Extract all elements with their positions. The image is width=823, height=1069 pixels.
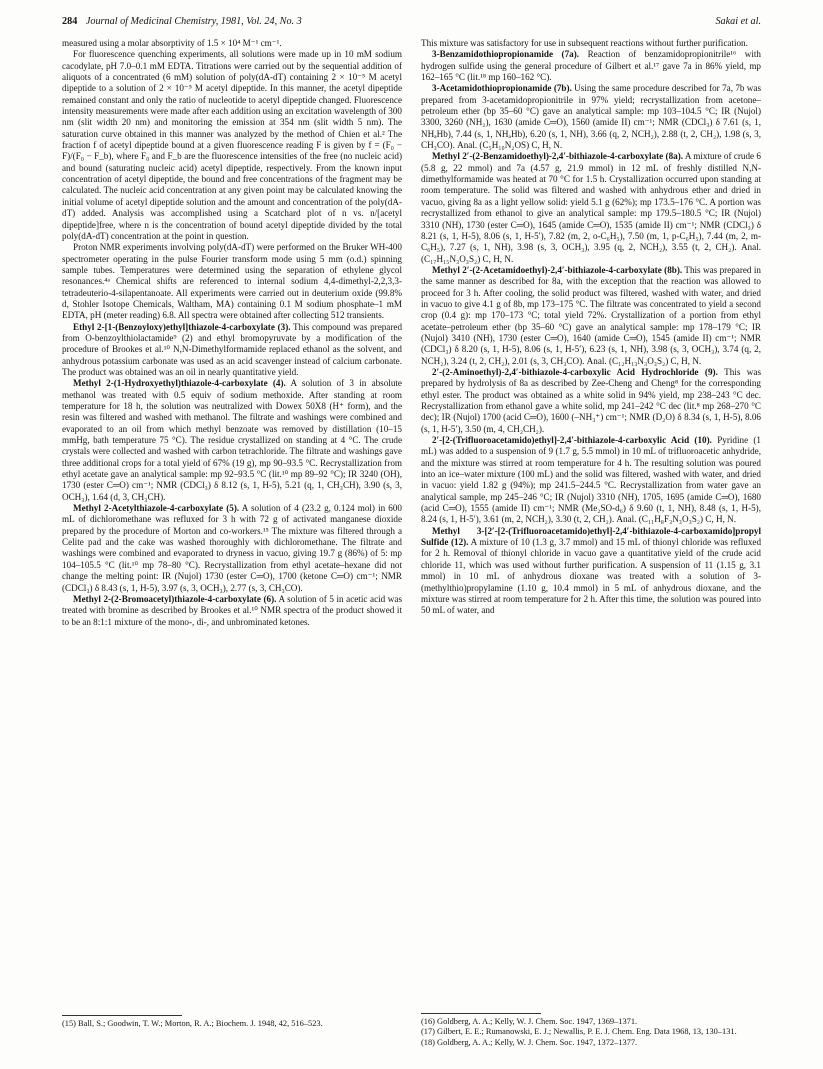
right-column: [421, 38, 761, 617]
paragraph-text: A mixture of crude 6 (5.8 g, 22 mmol) and 7a (4.57 g, 21.9 mmol) in 12 mL of freshly distilled N,N-dimethylformamide was heated at 70 °C for 1.5 h. Crystallization occurred upon standing at room temperature. The solid was filtered and washed with anhydrous ether and dried in vacuo, giving 8a as a light yellow solid: yield 5.1 g (62%); mp 173.5–176 °C. A portion was recrystallized from ethanol to give an analytical sample: mp 179.5–180.5 °C; IR (Nujol) 3310 (NH), 1730 (ester C═O), 1645 (amide C═O), 1535 (amide II) cm⁻¹; NMR (CDCl₃) δ 8.21 (s, 1, H-5), 8.06 (s, 1, H-5′), 7.82 (m, 2, o-C₆H₅), 7.50 (m, 1, p-C₆H₅), 7.44 (m, 2, m-C₆H₅), 7.27 (s, 1, NH), 3.98 (s, 3, OCH₃), 3.95 (q, 2, NCH₂), 3.55 (t, 2, CH₂). Anal. (C₁₇H₁₅N₃O₃S₂) C, H, N.: [421, 151, 761, 264]
paragraph-text: A solution of 3 in absolute methanol was treated with 0.5 equiv of sodium methoxide. After standing at room temperature for 18 h, the solution was neutralized with Dowex 50X8 (H⁺ form), and the resin was filtered and washed with methanol. The filtrate and washings were combined and evaporated to an oil from which methyl benzoate was removed by distillation (10–15 mmHg, bath temperature 75 °C). The residue crystallized on standing at 4 °C. The crude crystals were collected and washed with carbon tetrachloride. The filtrate and washings gave three additional crops for a total yield of 67% (19 g), mp 90–93.5 °C. Recrystallization from ethyl acetate gave an analytical sample: mp 92–93.5 °C (lit.¹⁰ mp 89–92 °C); IR 3240 (OH), 1730 (ester C═O) cm⁻¹; NMR (CDCl₃) δ 8.12 (s, 1, H-5), 5.21 (q, 1, CH₃CH), 3.90 (s, 3, OCH₃), 1.64 (d, 3, CH₃CH).: [62, 378, 402, 502]
footnote-rule-left: [62, 1015, 182, 1016]
section-heading: Methyl 3-[2′-[2-(Trifluoroacetamido)ethyl]-2,4′-bithiazole-4-carboxamido]propyl Sulfide (12).: [421, 525, 761, 548]
paragraph: [421, 265, 761, 367]
section-heading: Methyl 2′-(2-Benzamidoethyl)-2,4′-bithiazole-4-carboxylate (8a).: [432, 151, 684, 162]
footnotes-right: [421, 1017, 761, 1048]
paragraph: [62, 49, 402, 242]
paragraph-text: A solution of 4 (23.2 g, 0.124 mol) in 600 mL of dichloromethane was refluxed for 3 h with 72 g of activated manganese dioxide prepared by the procedure of Morton and co-workers.¹⁵ The mixture was filtered through a Celite pad and the cake was washed thoroughly with dichloromethane. The filtrate and washings were combined and evaporated to dryness in vacuo, giving 19.7 g (86%) of 5: mp 104–105.5 °C (lit.¹⁰ mp 78–80 °C). Recrystallization from ethyl acetate–hexane did not change the melting point: IR (Nujol) 1730 (ester C═O), 1700 (ketone C═O) cm⁻¹; NMR (CDCl₃) δ 8.43 (s, 1, H-5), 3.97 (s, 3, OCH₃), 2.77 (s, 3, CH₃CO).: [62, 503, 402, 593]
paragraph-text: Using the same procedure described for 7a, 7b was prepared from 3-acetamidopropionitrile in 97% yield; recrystallization from acetone–petroleum ether (bp 35–60 °C) gave an analytical sample: mp 103–104.5 °C; IR (Nujol) 3300, 3260 (NH₂), 1630 (amide C═O), 1560 (amide II) cm⁻¹; NMR (CDCl₃) δ 7.61 (s, 1, NHₐHb), 7.44 (s, 1, NHₐHb), 6.20 (s, 1, NH), 3.66 (q, 2, NCH₂), 2.88 (t, 2, CH₂), 1.98 (s, 3, CH₃CO). Anal. (C₅H₁₀N₂OS) C, H, N.: [421, 83, 761, 151]
left-column: [62, 38, 402, 628]
section-heading: Methyl 2′-(2-Acetamidoethyl)-2,4′-bithiazole-4-carboxylate (8b).: [432, 264, 683, 275]
reference-footnote: (15) Ball, S.; Goodwin, T. W.; Morton, R. A.; Biochem. J. 1948, 42, 516–523.: [62, 1019, 323, 1028]
running-head: [62, 16, 761, 32]
paragraph: [421, 435, 761, 526]
paragraph: [421, 151, 761, 264]
paragraph-text: For fluorescence quenching experiments, all solutions were made up in 10 mM sodium cacodylate, pH 7.0–0.1 mM EDTA. Titrations were carried out by the sequential addition of aliquots of a concentrated (6 mM) solution of poly(dA-dT) containing 2 × 10⁻⁵ M acetyl dipeptide to a solution of 2 × 10⁻⁵ M acetyl dipeptide. In this manner, the acetyl dipeptide remained constant and only the ratio of nucleotide to acetyl dipeptide changed. Fluorescence intensity measurements were made after each addition using an excitation wavelength of 300 nm (slit width 20 nm) and monitoring the emission at 354 nm (slit width 5 nm). The saturation curve obtained in this manner was analyzed by the method of Chien et al.² The fraction f of acetyl dipeptide bound at a given fluorescence reading F is given by f = (F₀ − F)/(F₀ − F_b), where F₀ and F_b are the fluorescence intensities of the free (no nucleic acid) and bound (saturating nucleic acid) acetyl dipeptide, respectively. From the known input concentration of acetyl dipeptide, the bound and free concentrations of the fragment may be calculated. The nucleic acid concentration at any given point may be calculated knowing the initial volume of acetyl dipeptide solution and the amount and concentration of the poly(dA-dT) added. Analysis was accomplished using a Scatchard plot of n vs. n/[acetyl dipeptide]free, where n is the concentration of bound acetyl dipeptide divided by the total poly(dA-dT) concentration at the point in question.: [62, 49, 402, 241]
paragraph-text: This compound was prepared from O-benzoylthiolactamide⁹ (2) and ethyl bromopyruvate by a modification of the procedure of Brookes et al.¹⁰ N,N-Dimethylformamide replaced ethanol as the solvent, and anhydrous potassium carbonate was used as an acid scavenger instead of calcium carbonate. The product was obtained was an oil in nearly quantitative yield.: [62, 321, 403, 377]
paragraph-text: This was prepared by hydrolysis of 8a as described by Zee-Cheng and Cheng⁸ for the corresponding ethyl ester. The product was obtained as a white solid in 94% yield, mp 238–243 °C dec. Recrystallization from ethanol gave a white solid, mp 241–242 °C dec (lit.⁸ mp 268–270 °C dec); IR (Nujol) 1700 (acid C═O), 1600 (–NH₃⁺) cm⁻¹; NMR (D₂O) δ 8.34 (s, 1, H-5), 8.06 (s, 1, H-5′), 3.50 (m, 4, CH₂CH₂).: [421, 366, 762, 434]
paragraph: [421, 367, 761, 435]
reference-footnote: (16) Goldberg, A. A.; Kelly, W. J. Chem. Soc. 1947, 1369–1371.: [421, 1017, 638, 1026]
footnotes-left: [62, 1019, 402, 1029]
section-heading: 3-Benzamidothiopropionamide (7a).: [432, 49, 580, 60]
section-heading: 2′-[2-(Trifluoroacetamido)ethyl]-2,4′-bithiazole-4-carboxylic Acid (10).: [432, 435, 712, 446]
paragraph: [62, 594, 402, 628]
footnote-rule-right: [421, 1013, 541, 1014]
reference-footnote: (18) Goldberg, A. A.; Kelly, W. J. Chem. Soc. 1947, 1372–1377.: [421, 1037, 638, 1047]
journal-citation: Journal of Medicinal Chemistry, 1981, Vol. 24, No. 3: [85, 16, 302, 27]
section-heading: Methyl 2-Acetylthiazole-4-carboxylate (5).: [73, 503, 240, 514]
paragraph: [62, 322, 402, 379]
paragraph: [62, 503, 402, 594]
paragraph-text: Reaction of benzamidopropionitrile¹⁶ with hydrogen sulfide using the general procedure of Gilbert et al.¹⁷ gave 7a in 86% yield, mp 162–165 °C (lit.¹⁸ mp 160–162 °C).: [421, 49, 761, 83]
paragraph-text: measured using a molar absorptivity of 1.5 × 10⁴ M⁻¹ cm⁻¹.: [62, 38, 282, 48]
paragraph: [421, 38, 761, 49]
paragraph: [421, 526, 761, 617]
section-heading: Ethyl 2-[1-(Benzoyloxy)ethyl]thiazole-4-carboxylate (3).: [73, 321, 291, 332]
paragraph-text: This was prepared in the same manner as described for 8a, with the exception that the reaction was allowed to proceed for 3 h. After cooling, the solid product was filtered, washed with water, and dried in vacuo to give 4.1 g of 8b, mp 173–175 °C. The filtrate was concentrated to yield a second crop (0.4 g): mp 170–173 °C; total yield 72%. Crystallization of a portion from ethyl acetate–petroleum ether (bp 35–60 °C) gave an analytical sample: mp 178–179 °C; IR (Nujol) 3410 (NH), 1730 (ester C═O), 1640 (amide C═O), 1545 (amide II) cm⁻¹; NMR (CDCl₃) δ 8.20 (s, 1, H-5), 8.06 (s, 1, H-5′), 6.23 (s, 1, NH), 3.98 (s, 3, OCH₃), 3.74 (q, 2, NCH₂), 3.24 (t, 2, CH₂), 2.01 (s, 3, CH₃CO). Anal. (C₁₂H₁₃N₃O₃S₂) C, H, N.: [421, 264, 761, 366]
page-number: 284: [62, 16, 78, 27]
paragraph: [62, 242, 402, 321]
running-authors: Sakai et al.: [715, 16, 761, 27]
paragraph-text: Proton NMR experiments involving poly(dA-dT) were performed on the Bruker WH-400 spectrometer operating in the pulse Fourier transform mode using 5 mm (o.d.) spinning sample tubes. Temperatures were determined using the separation of ethylene glycol resonances.⁴ᵃ Chemical shifts are referenced to internal sodium 4,4-dimethyl-2,2,3,3-tetradeuterio-4-silapentanoate. All experiments were carried out in deuterium oxide (99.8% d, Stohler Isotope Chemicals, Waltham, MA) containing 0.1 M sodium phosphate–1 mM EDTA, pH (meter reading) 6.8. All spectra were obtained after collecting 512 transients.: [62, 242, 402, 321]
paragraph-text: Pyridine (1 mL) was added to a suspension of 9 (1.7 g, 5.5 mmol) in 10 mL of trifluoroacetic anhydride, and the mixture was stirred at room temperature for 4 h. The resulting solution was poured into an ice–water mixture (100 mL) and the solid was filtered, washed with water, and dried in vacuo: yield 1.82 g (94%); mp 241.5–244.5 °C. Recrystallization from water gave an analytical sample, mp 245–246 °C; IR (Nujol) 3310 (NH), 1705, 1695 (amide C═O), 1680 (acid C═O), 1555 (amide II) cm⁻¹; NMR (Me₂SO-d₆) δ 9.60 (t, 1, NH), 8.48 (s, 1, H-5), 8.24 (s, 1, H-5′), 3.61 (m, 2, NCH₂), 3.30 (t, 2, CH₂). Anal. (C₁₁H₈F₃N₃O₃S₂) C, H, N.: [421, 435, 761, 525]
paragraph: [62, 378, 402, 503]
reference-footnote: (17) Gilbert, E. E.; Rumanowski, E. J.; Newallis, P. E. J. Chem. Eng. Data 1968, 13, 130–131.: [421, 1027, 737, 1037]
section-heading: Methyl 2-(2-Bromoacetyl)thiazole-4-carboxylate (6).: [73, 593, 277, 604]
paragraph: [421, 49, 761, 83]
section-heading: 3-Acetamidothiopropionamide (7b).: [432, 83, 572, 94]
paragraph-text: A solution of 5 in acetic acid was treated with bromine as described by Brookes et al.¹⁰ NMR spectra of the product showed it to be an 8:1:1 mixture of the mono-, di-, and unbrominated ketones.: [62, 593, 402, 627]
paragraph-text: This mixture was satisfactory for use in subsequent reactions without further purification.: [421, 38, 748, 48]
section-heading: 2′-(2-Aminoethyl)-2,4′-bithiazole-4-carboxylic Acid Hydrochloride (9).: [432, 366, 718, 377]
paragraph-text: A mixture of 10 (1.3 g, 3.7 mmol) and 15 mL of thionyl chloride was refluxed for 2 h. Removal of thionyl chloride in vacuo gave a quantitative yield of the crude acid chloride 11, which was used without further purification. A suspension of 11 (1.15 g, 3.1 mmol) in 10 mL of anhydrous dioxane was treated with a solution of 3-(methylthio)propylamine (1.10 g, 10.4 mmol) in 5 mL of anhydrous dioxane, and the mixture was stirred at room temperature for 2 h. After this time, the solution was poured into 50 mL of water, and: [421, 537, 762, 616]
paragraph: [421, 83, 761, 151]
section-heading: Methyl 2-(1-Hydroxyethyl)thiazole-4-carboxylate (4).: [73, 378, 286, 389]
paragraph: [62, 38, 402, 49]
